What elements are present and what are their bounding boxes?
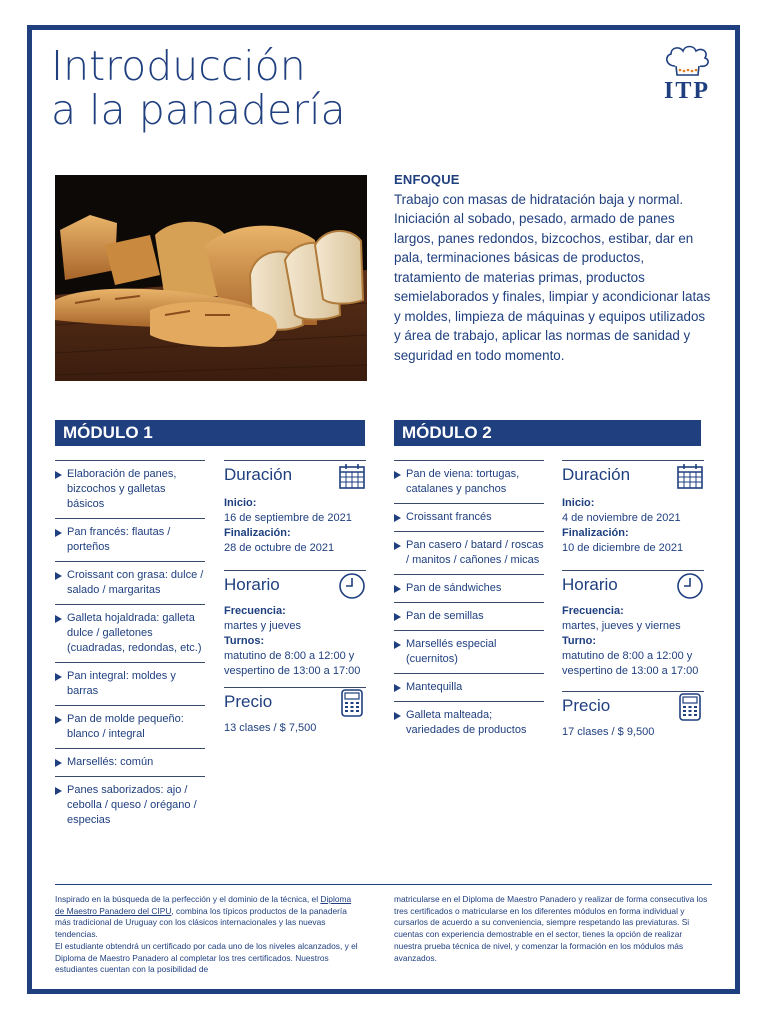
list-item: Elaboración de panes, bizcochos y galletas básicos	[55, 460, 205, 518]
inicio-label: Inicio:	[224, 497, 257, 509]
logo-text: ITP	[663, 78, 710, 104]
footer-left-paragraph-2: El estudiante obtendrá un certificado por cada uno de los niveles alcanzados, y el Diploma de Maestro Panadero al completar los tres certificados. Nuestros estudiantes cuentan con la posibilidad de	[55, 940, 358, 975]
duracion-section	[562, 460, 704, 556]
diploma-link[interactable]: Diploma de Maestro Panadero del CIPU	[55, 894, 352, 916]
duracion-title: Duración	[562, 465, 631, 484]
clock-icon	[676, 572, 704, 600]
inicio-value: 16 de septiembre de 2021	[224, 512, 352, 524]
list-item: Galleta hojaldrada: galleta dulce / galletones (cuadradas, redondas, etc.)	[55, 604, 205, 662]
inicio-label: Inicio:	[562, 497, 595, 509]
duracion-title: Duración	[224, 465, 293, 484]
turnos-value: matutino de 8:00 a 12:00 y vespertino de 13:00 a 17:00	[224, 650, 361, 677]
fin-value: 28 de octubre de 2021	[224, 542, 335, 554]
calculator-icon	[676, 693, 704, 721]
footer-left-intro: Inspirado en la búsqueda de la perfección y el dominio de la técnica, el	[55, 894, 319, 904]
horario-section	[562, 570, 704, 679]
fin-label: Finalización:	[562, 527, 629, 539]
precio-title: Precio	[224, 692, 273, 711]
calendar-icon	[338, 462, 366, 490]
list-item: Pan de molde pequeño: blanco / integral	[55, 705, 205, 748]
precio-section	[224, 687, 366, 736]
fin-label: Finalización:	[224, 527, 291, 539]
horario-title: Horario	[224, 575, 280, 594]
chef-hat-icon	[656, 44, 718, 80]
enfoque-body: Trabajo con masas de hidratación baja y normal. Iniciación al sobado, pesado, armado de panes largos, panes redondos, bizcochos, estibar, dar en pala, terminaciones básicas de productos, tratamiento de materias primas, productos semielaborados y finales, limpiar y acondicionar latas y moldes, limpieza de máquinas y equipos utilizados y área de trabajo, aplicar las normas de sanidad y seguridad en todo momento.	[394, 191, 711, 363]
list-item: Pan francés: flautas / porteños	[55, 518, 205, 561]
frecuencia-value: martes y jueves	[224, 620, 302, 632]
enfoque-heading: ENFOQUE	[394, 172, 460, 187]
list-item: Pan de semillas	[394, 602, 544, 630]
turnos-value: matutino de 8:00 a 12:00 y vespertino de 13:00 a 17:00	[562, 650, 699, 677]
title-line-2: a la panadería	[51, 86, 346, 134]
modulo-2-info	[562, 460, 704, 740]
fin-value: 10 de diciembre de 2021	[562, 542, 684, 554]
modulo-2-header: MÓDULO 2	[394, 420, 701, 446]
bread-illustration	[55, 175, 367, 381]
list-item: Mantequilla	[394, 673, 544, 701]
list-item: Galleta malteada; variedades de productos	[394, 701, 544, 744]
list-item: Marsellés especial (cuernitos)	[394, 630, 544, 673]
list-item: Croissant con grasa: dulce / salado / margaritas	[55, 561, 205, 604]
list-item: Pan de viena: tortugas, catalanes y panchos	[394, 460, 544, 503]
itp-logo	[656, 44, 718, 104]
footer-left-rest: , combina los típicos productos de la panadería más tradicional de Uruguay con los clásicos internacionales y las nuevas tendencias.	[55, 905, 347, 940]
list-item: Pan casero / batard / roscas / manitos / cañones / micas	[394, 531, 544, 574]
list-item: Pan de sándwiches	[394, 574, 544, 602]
duracion-section	[224, 460, 366, 556]
bread-photo	[55, 175, 367, 381]
frecuencia-label: Frecuencia:	[562, 605, 624, 617]
turnos-label: Turno:	[562, 635, 597, 647]
list-item: Pan integral: moldes y barras	[55, 662, 205, 705]
frecuencia-label: Frecuencia:	[224, 605, 286, 617]
inicio-value: 4 de noviembre de 2021	[562, 512, 681, 524]
footer-divider	[55, 884, 712, 885]
turnos-label: Turnos:	[224, 635, 265, 647]
list-item: Croissant francés	[394, 503, 544, 531]
precio-value: 13 clases / $ 7,500	[224, 722, 317, 734]
modulo-2-list	[394, 460, 544, 744]
title-line-1: Introducción	[51, 42, 306, 90]
calendar-icon	[676, 462, 704, 490]
list-item: Marsellés: común	[55, 748, 205, 776]
horario-section	[224, 570, 366, 679]
footer-left	[55, 894, 360, 976]
precio-value: 17 clases / $ 9,500	[562, 726, 655, 738]
modulo-1-header: MÓDULO 1	[55, 420, 365, 446]
clock-icon	[338, 572, 366, 600]
modulo-1-list	[55, 460, 205, 834]
list-item: Panes saborizados: ajo / cebolla / queso / orégano / especias	[55, 776, 205, 834]
horario-title: Horario	[562, 575, 618, 594]
precio-title: Precio	[562, 696, 611, 715]
enfoque-section	[394, 170, 714, 365]
frecuencia-value: martes, jueves y viernes	[562, 620, 681, 632]
modulo-1-info	[224, 460, 366, 736]
footer-right: matricularse en el Diploma de Maestro Panadero y realizar de forma consecutiva los tres certificados o matricularse en los diferentes módulos en forma individual y cursarlos de acuerdo a su conveniencia, siempre respetando las previaturas. Si cuentas con experiencia demostrable en el sector, tienes la opción de realizar nuestra prueba técnica de nivel, y comenzar la formación en los módulos más avanzados.	[394, 894, 708, 963]
calculator-icon	[338, 689, 366, 717]
precio-section	[562, 691, 704, 740]
page-title	[51, 44, 346, 132]
